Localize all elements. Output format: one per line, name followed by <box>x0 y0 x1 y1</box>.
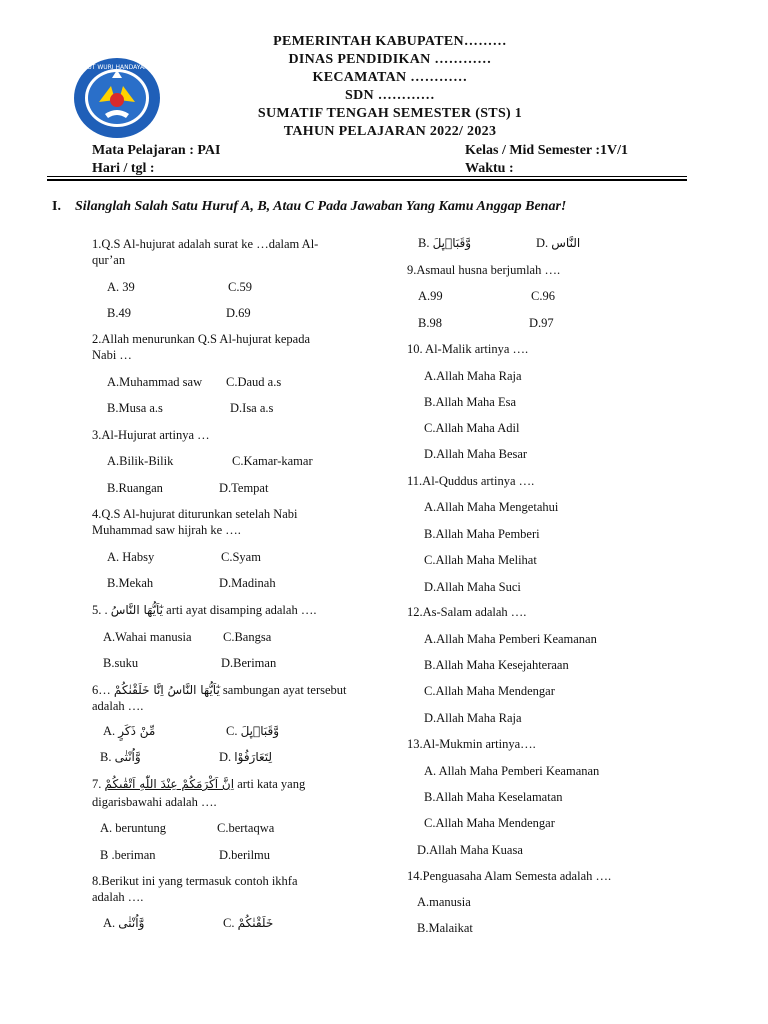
q9-option-a[interactable]: A.99 <box>418 289 443 303</box>
q5-arabic-text: يٰٓاَيُّهَا النَّاسُ <box>110 603 164 617</box>
q9-option-d[interactable]: D.97 <box>529 316 554 330</box>
q8-option-c-arabic: خَلَقْنٰكُمْ <box>237 916 274 930</box>
q6-suffix: sambungan ayat tersebut <box>222 683 347 697</box>
q6-option-b[interactable]: B. وَّاُنْثٰى <box>100 750 141 764</box>
q8-option-a[interactable]: A. وَّاُنْثٰى <box>103 916 145 930</box>
q3-option-d[interactable]: D.Tempat <box>219 481 269 495</box>
question-8: 8.Berikut ini yang termasuk contoh ikhfa <box>92 874 298 888</box>
q8-option-d-arabic: النَّاس <box>551 236 581 250</box>
q2-option-a[interactable]: A.Muhammad saw <box>107 375 203 389</box>
question-6-cont: adalah …. <box>92 699 144 713</box>
question-8-cont: adalah …. <box>92 890 144 904</box>
q7-option-a[interactable]: A. beruntung <box>100 821 166 835</box>
q5-option-c[interactable]: C.Bangsa <box>223 630 272 644</box>
q12-option-a[interactable]: A.Allah Maha Pemberi Keamanan <box>424 632 597 646</box>
header-line-1: PEMERINTAH KABUPATEN……… <box>273 34 507 49</box>
q10-option-c[interactable]: C.Allah Maha Adil <box>424 421 520 435</box>
section-instruction: Silanglah Salah Satu Huruf A, B, Atau C Pada Jawaban Yang Kamu Anggap Benar! <box>75 199 567 214</box>
q6-option-d[interactable]: D. لِتَعَارَفُوْا <box>219 750 273 764</box>
question-10: 10. Al-Malik artinya …. <box>407 342 529 356</box>
question-13: 13.Al-Mukmin artinya…. <box>407 737 536 751</box>
q10-option-a[interactable]: A.Allah Maha Raja <box>424 369 522 383</box>
q13-option-d[interactable]: D.Allah Maha Kuasa <box>417 843 523 857</box>
q7-option-b[interactable]: B .beriman <box>100 848 156 862</box>
question-7-cont: digarisbawahi adalah …. <box>92 795 217 809</box>
q6-option-c[interactable]: C. وَّقَبَاۤىِٕلَ <box>226 724 280 738</box>
q5-option-d[interactable]: D.Beriman <box>221 656 277 670</box>
q9-option-c[interactable]: C.96 <box>531 289 555 303</box>
day-date-label: Hari / tgl : <box>92 161 155 176</box>
section-number: I. <box>52 199 61 214</box>
header-line-6: TAHUN PELAJARAN 2022/ 2023 <box>283 124 497 139</box>
q14-option-b[interactable]: B.Malaikat <box>417 921 473 935</box>
header-line-4: SDN ………… <box>345 88 435 103</box>
q8-option-b[interactable]: B. وَّقَبَاۤىِٕلَ <box>418 236 472 250</box>
q13-option-a[interactable]: A. Allah Maha Pemberi Keamanan <box>424 764 600 778</box>
q3-option-a[interactable]: A.Bilik-Bilik <box>107 454 174 468</box>
logo-text: TUT WURI HANDAYANI <box>83 64 151 71</box>
q6-option-a[interactable]: A. مِّنْ ذَكَرٍ <box>103 724 156 738</box>
q3-option-b[interactable]: B.Ruangan <box>107 481 163 495</box>
q2-option-b[interactable]: B.Musa a.s <box>107 401 163 415</box>
question-4: 4.Q.S Al-hujurat diturunkan setelah Nabi <box>92 507 298 521</box>
q2-option-c[interactable]: C.Daud a.s <box>226 375 282 389</box>
q11-option-d[interactable]: D.Allah Maha Suci <box>424 580 521 594</box>
q13-option-b[interactable]: B.Allah Maha Keselamatan <box>424 790 563 804</box>
question-1-cont: qur’an <box>92 253 126 267</box>
q13-option-c[interactable]: C.Allah Maha Mendengar <box>424 816 555 830</box>
question-1: 1.Q.S Al-hujurat adalah surat ke …dalam Al- <box>92 237 319 251</box>
q6-arabic-text: يٰٓاَيُّهَا النَّاسُ اِنَّا خَلَقْنٰكُمْ <box>113 683 220 697</box>
q1-option-d[interactable]: D.69 <box>226 306 251 320</box>
q7-option-c[interactable]: C.bertaqwa <box>217 821 275 835</box>
q12-option-b[interactable]: B.Allah Maha Kesejahteraan <box>424 658 569 672</box>
q10-option-b[interactable]: B.Allah Maha Esa <box>424 395 516 409</box>
q4-option-c[interactable]: C.Syam <box>221 550 261 564</box>
q7-suffix: arti kata yang <box>237 777 306 791</box>
header-line-3: KECAMATAN ………… <box>312 70 468 85</box>
q6-option-b-arabic: وَّاُنْثٰى <box>114 750 141 764</box>
q12-option-c[interactable]: C.Allah Maha Mendengar <box>424 684 555 698</box>
question-3: 3.Al-Hujurat artinya … <box>92 428 210 442</box>
question-2-cont: Nabi … <box>92 348 132 362</box>
question-11: 11.Al-Quddus artinya …. <box>407 474 535 488</box>
divider-top <box>47 176 687 177</box>
q7-option-d[interactable]: D.berilmu <box>219 848 271 862</box>
q6-option-a-arabic: مِّنْ ذَكَرٍ <box>118 724 156 738</box>
q9-option-b[interactable]: B.98 <box>418 316 442 330</box>
q4-option-d[interactable]: D.Madinah <box>219 576 276 590</box>
q11-option-a[interactable]: A.Allah Maha Mengetahui <box>424 500 559 514</box>
q1-option-a[interactable]: A. 39 <box>107 280 135 294</box>
class-label: Kelas / Mid Semester :1V/1 <box>465 143 629 158</box>
q4-option-b[interactable]: B.Mekah <box>107 576 154 590</box>
q8-option-d[interactable]: D. النَّاس <box>536 236 581 250</box>
question-7 <box>92 777 305 792</box>
question-12: 12.As-Salam adalah …. <box>407 605 527 619</box>
question-6 <box>92 683 347 698</box>
time-label: Waktu : <box>465 161 514 176</box>
question-5 <box>92 603 316 618</box>
q5-option-b[interactable]: B.suku <box>103 656 139 670</box>
q3-option-c[interactable]: C.Kamar-kamar <box>232 454 313 468</box>
question-2: 2.Allah menurunkan Q.S Al-hujurat kepada <box>92 332 311 346</box>
q11-option-b[interactable]: B.Allah Maha Pemberi <box>424 527 540 541</box>
q10-option-d[interactable]: D.Allah Maha Besar <box>424 447 528 461</box>
q5-option-a[interactable]: A.Wahai manusia <box>103 630 192 644</box>
header-line-5: SUMATIF TENGAH SEMESTER (STS) 1 <box>257 106 523 121</box>
q6-option-c-arabic: وَّقَبَاۤىِٕلَ <box>240 724 280 738</box>
q2-option-d[interactable]: D.Isa a.s <box>230 401 274 415</box>
q6-prefix: 6… <box>92 683 111 697</box>
q4-option-a[interactable]: A. Habsy <box>107 550 155 564</box>
subject-label: Mata Pelajaran : PAI <box>92 143 221 158</box>
q5-suffix: arti ayat disamping adalah …. <box>166 603 317 617</box>
q7-arabic-text: اِنَّ اَكْرَمَكُمْ عِنْدَ اللّٰهِ اَتْقٰىكُمْ <box>104 777 235 791</box>
q5-prefix: 5. . <box>92 603 108 617</box>
question-4-cont: Muhammad saw hijrah ke …. <box>92 523 241 537</box>
q14-option-a[interactable]: A.manusia <box>417 895 471 909</box>
q7-prefix: 7. <box>92 777 102 791</box>
q8-option-a-arabic: وَّاُنْثٰى <box>118 916 145 930</box>
q6-option-d-arabic: لِتَعَارَفُوْا <box>234 750 273 764</box>
divider-bottom <box>47 179 687 181</box>
q8-option-c[interactable]: C. خَلَقْنٰكُمْ <box>223 916 274 930</box>
question-14: 14.Penguasaha Alam Semesta adalah …. <box>407 869 612 883</box>
q8-option-b-arabic: وَّقَبَاۤىِٕلَ <box>432 236 472 250</box>
q12-option-d[interactable]: D.Allah Maha Raja <box>424 711 522 725</box>
header-line-2: DINAS PENDIDIKAN ………… <box>288 52 492 67</box>
q1-option-c[interactable]: C.59 <box>228 280 252 294</box>
question-9: 9.Asmaul husna berjumlah …. <box>407 263 561 277</box>
q11-option-c[interactable]: C.Allah Maha Melihat <box>424 553 537 567</box>
q1-option-b[interactable]: B.49 <box>107 306 131 320</box>
